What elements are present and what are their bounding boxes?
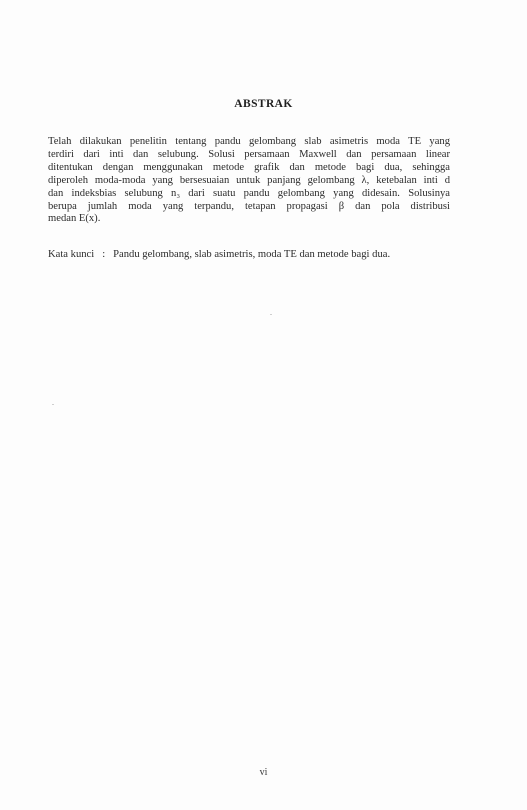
- abstract-line: diperoleh moda-moda yang bersesuaian untuk panjang gelombang λ, ketebalan inti d: [48, 174, 450, 186]
- keywords-separator: :: [102, 249, 106, 260]
- keywords: [48, 248, 450, 261]
- abstract-line: medan E(x).: [48, 213, 101, 225]
- abstract-title: ABSTRAK: [234, 98, 293, 110]
- abstract-line: terdiri dari inti dan selubung. Solusi persamaan Maxwell dan persamaan linear: [48, 148, 450, 160]
- keywords-label: Kata kunci: [48, 249, 95, 260]
- page-number: vi: [259, 767, 268, 778]
- scan-speck: [52, 404, 54, 405]
- scan-speck: [270, 314, 272, 315]
- abstract-line: ditentukan dengan menggunakan metode grafik dan metode bagi dua, sehingga: [48, 161, 450, 173]
- abstract-line: dan indeksbias selubung n₃ dari suatu pandu gelombang yang didesain. Solusinya: [48, 187, 450, 199]
- abstract-body: [48, 136, 450, 226]
- keywords-text: Pandu gelombang, slab asimetris, moda TE dan metode bagi dua.: [113, 249, 391, 260]
- abstract-line: Telah dilakukan penelitin tentang pandu gelombang slab asimetris moda TE yang: [48, 136, 450, 147]
- abstract-line: berupa jumlah moda yang terpandu, tetapan propagasi β dan pola distribusi: [48, 200, 450, 212]
